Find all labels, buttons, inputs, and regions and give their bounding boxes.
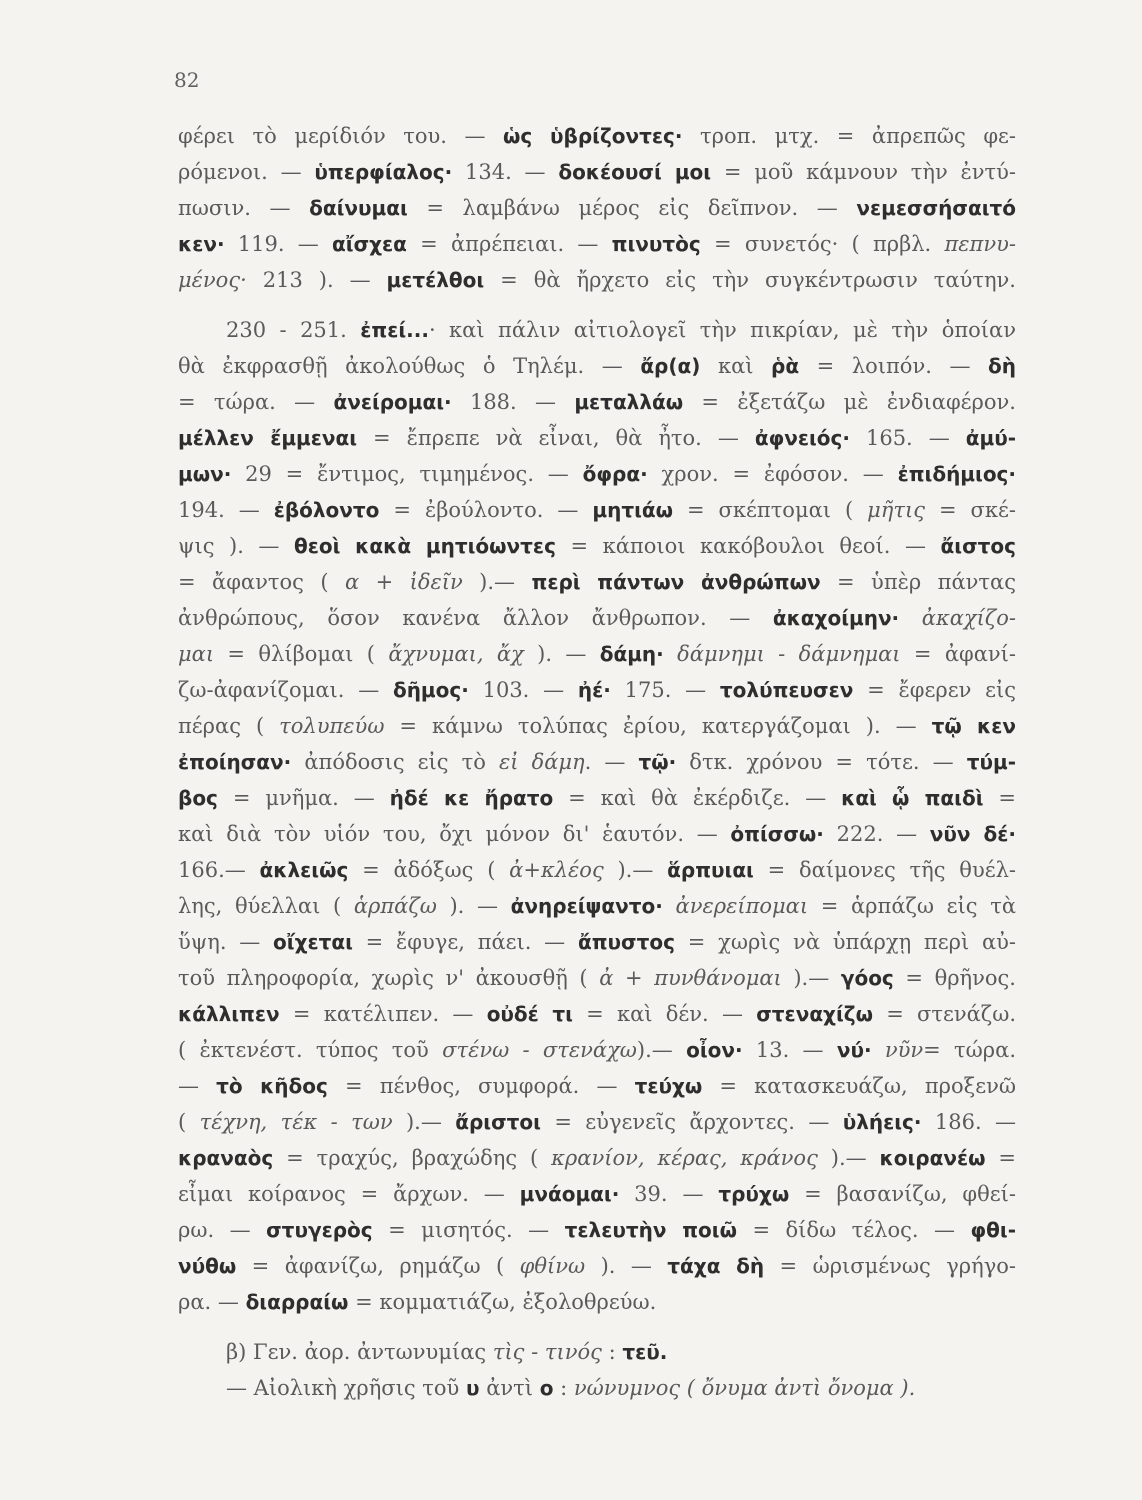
text-segment: = ὑπὲρ πάντας <box>820 570 1016 594</box>
italic-text: κρανίον, κέρας, κράνος <box>551 1146 818 1170</box>
text-segment: 134. — <box>452 160 559 184</box>
lemma-term: μητιάω <box>592 498 674 522</box>
lemma-term: ὡς ὑβρίζοντες· <box>502 124 683 148</box>
text-segment: 119. — <box>224 232 333 256</box>
text-line <box>178 708 1016 744</box>
text-line <box>178 1334 1016 1370</box>
text-line <box>178 780 1016 816</box>
text-line <box>178 1032 1016 1068</box>
text-segment: = ἀπρέπειαι. — <box>406 232 612 256</box>
lemma-term: αἴσχεα <box>332 232 407 256</box>
text-line <box>178 118 1016 154</box>
text-line <box>178 636 1016 672</box>
text-segment: 222. — <box>823 822 930 846</box>
text-segment: ( <box>178 1110 200 1134</box>
lemma-term: τολύπευσεν <box>719 678 854 702</box>
text-segment: ὕψη. — <box>178 930 274 954</box>
text-segment: = θλίβομαι ( <box>214 642 389 666</box>
text-segment: ( ἐκτενέστ. τύπος τοῦ <box>178 1038 443 1062</box>
text-segment: — Αἰολικὴ χρῆσις τοῦ <box>226 1376 467 1400</box>
text-segment: εἶμαι κοίρανος = ἄρχων. — <box>178 1182 520 1206</box>
text-segment: 213 ). — <box>246 268 387 292</box>
text-segment: = κατέλιπεν. — <box>279 1002 487 1026</box>
text-segment: ρόμενοι. — <box>178 160 315 184</box>
text-segment: 175. — <box>610 678 720 702</box>
text-segment: πωσιν. — <box>178 196 310 220</box>
lemma-term: στεναχίζω <box>756 1002 873 1026</box>
text-segment: = στενάζω. <box>872 1002 1016 1026</box>
text-segment: = λοιπόν. — <box>799 354 989 378</box>
text-segment: τοῦ πληροφορία, χωρὶς ν' ἀκουσθῇ ( <box>178 966 600 990</box>
italic-text: ἁρπάζω <box>353 894 437 918</box>
text-segment: : <box>601 1340 623 1364</box>
lemma-term: ἅρπυιαι <box>667 858 754 882</box>
lemma-term: ἐπεί... <box>360 318 429 342</box>
text-segment: = κάμνω τολύπας ἐρίου, κατεργάζομαι ). — <box>384 714 932 738</box>
text-segment: = ἔφερεν εἰς <box>853 678 1016 702</box>
text-segment: = κάποιοι κακόβουλοι θεοί. — <box>555 534 941 558</box>
text-segment: = ἁρπάζω εἰς τὰ <box>808 894 1016 918</box>
lemma-term: ἄπυστος <box>577 930 675 954</box>
italic-text: τολυπεύω <box>279 714 385 738</box>
italic-text: στένω - στενάχω <box>442 1038 637 1062</box>
lemma-term: ἄριστοι <box>455 1110 541 1134</box>
text-segment: 166.— <box>178 858 260 882</box>
lemma-term: νύθω <box>178 1254 237 1278</box>
lemma-term: φθι- <box>970 1218 1017 1242</box>
text-segment: = ἀδόξως ( <box>348 858 510 882</box>
text-segment: καὶ διὰ τὸν υἱόν του, ὄχι μόνον δι' ἑαυτόν. — <box>178 822 731 846</box>
text-segment: 230 - 251. <box>226 318 361 342</box>
text-segment: β) Γεν. ἀορ. ἀντωνυμίας <box>226 1340 493 1364</box>
lemma-term: μων· <box>178 462 232 486</box>
text-segment: = ἔπρεπε νὰ εἶναι, θὰ ἦτο. — <box>357 426 755 450</box>
lemma-term: ἐποίησαν· <box>178 750 292 774</box>
lemma-term: ἐπιδήμιος· <box>897 462 1017 486</box>
text-segment: = βασανίζω, φθεί- <box>789 1182 1016 1206</box>
lemma-term: ἀνείρομαι· <box>333 390 452 414</box>
text-segment: φέρει τὸ μερίδιόν του. — <box>178 124 503 148</box>
text-line <box>178 384 1016 420</box>
text-segment: = τώρα. <box>923 1038 1016 1062</box>
lemma-term: τελευτὴν ποιῶ <box>564 1218 737 1242</box>
text-line <box>178 492 1016 528</box>
italic-text: ἀνερείπομαι <box>662 894 809 918</box>
italic-text: εἰ δάμη <box>498 750 585 774</box>
text-segment: ).— <box>817 1146 880 1170</box>
text-segment: = ὡρισμένως γρήγο- <box>764 1254 1016 1278</box>
text-segment: = κατασκευάζω, προξενῶ <box>702 1074 1016 1098</box>
text-segment: = ἀφανίζω, ρημάζω ( <box>236 1254 520 1278</box>
text-segment: = καὶ θὰ ἐκέρδιζε. — <box>553 786 842 810</box>
text-segment: ).— <box>636 1038 687 1062</box>
text-segment: ). — <box>436 894 511 918</box>
lemma-term: νεμεσσήσαιτό <box>856 196 1017 220</box>
text-segment: ρω. — <box>178 1218 267 1242</box>
lemma-term: κοιρανέω <box>879 1146 986 1170</box>
text-line <box>178 1284 1016 1320</box>
text-line <box>178 600 1016 636</box>
text-line <box>178 1104 1016 1140</box>
lemma-term: ἐβόλοντο <box>273 498 380 522</box>
text-segment: λης, θύελλαι ( <box>178 894 354 918</box>
italic-text: α + ἰδεῖν <box>344 570 463 594</box>
lemma-term: τεύχω <box>634 1074 703 1098</box>
text-segment: = ἔφυγε, πάει. — <box>352 930 578 954</box>
text-line <box>178 312 1016 348</box>
lemma-term: δοκέουσί μοι <box>558 160 712 184</box>
text-line <box>178 456 1016 492</box>
text-segment: = καὶ δέν. — <box>572 1002 757 1026</box>
text-segment: = τώρα. — <box>178 390 334 414</box>
text-segment: ἀντὶ <box>479 1376 540 1400</box>
text-segment: = μνῆμα. — <box>217 786 390 810</box>
text-line <box>178 816 1016 852</box>
lemma-term: ἄιστος <box>940 534 1016 558</box>
italic-text: μαι <box>178 642 215 666</box>
text-segment: = <box>983 786 1017 810</box>
text-segment: = θρῆνος. <box>893 966 1016 990</box>
text-segment: = ἐβούλοντο. — <box>379 498 593 522</box>
lemma-term: ἀνηρείψαντο· <box>510 894 663 918</box>
text-segment: 165. — <box>849 426 966 450</box>
lemma-term: ἠέ· <box>577 678 611 702</box>
text-segment: = κομματιάζω, ἐξολοθρεύω. <box>348 1290 657 1314</box>
text-segment: 29 = ἔντιμος, τιμημένος. — <box>231 462 583 486</box>
text-line <box>178 852 1016 888</box>
lemma-term: τάχα δὴ <box>667 1254 765 1278</box>
italic-text: ἀ + πυνθάνομαι <box>599 966 782 990</box>
lemma-term: ἀκλειῶς <box>259 858 349 882</box>
lemma-term: τύμ- <box>966 750 1016 774</box>
lemma-term: οὐδέ τι <box>486 1002 573 1026</box>
text-segment: = ἐξετάζω μὲ ἐνδιαφέρον. <box>683 390 1016 414</box>
text-segment: — <box>178 1074 217 1098</box>
lemma-term: τρύχω <box>718 1182 790 1206</box>
text-line <box>178 262 1016 298</box>
italic-text: δάμνημι - δάμνημαι <box>663 642 901 666</box>
italic-text: πεπνυ- <box>944 232 1016 256</box>
lemma-term: πινυτὸς <box>611 232 701 256</box>
text-segment: 103. — <box>468 678 578 702</box>
text-segment: = σκέπτομαι ( <box>673 498 868 522</box>
paragraph-gap <box>178 1320 1016 1334</box>
text-segment: ).— <box>462 570 532 594</box>
italic-text: ἀκαχίζο- <box>899 606 1017 630</box>
text-segment: = μισητός. — <box>372 1218 565 1242</box>
text-segment: = ἀφανί- <box>900 642 1016 666</box>
text-segment: = χωρὶς νὰ ὑπάρχῃ περὶ αὐ- <box>674 930 1016 954</box>
lemma-term: γόος <box>840 966 894 990</box>
lemma-term: ὑπερφίαλος· <box>314 160 453 184</box>
lemma-term: δὴ <box>988 354 1016 378</box>
italic-text: νώνυμνος ( ὄνυμα ἀντὶ ὄνομα ). <box>573 1376 916 1400</box>
page-number: 82 <box>174 68 200 92</box>
text-line <box>178 744 1016 780</box>
text-line <box>178 226 1016 262</box>
text-segment: ).— <box>392 1110 456 1134</box>
italic-text: τέχνη, τέκ - των <box>199 1110 393 1134</box>
lemma-term: διαρραίω <box>245 1290 349 1314</box>
lemma-term: κάλλιπεν <box>178 1002 280 1026</box>
text-segment: θὰ ἐκφρασθῇ ἀκολούθως ὁ Τηλέμ. — <box>178 354 641 378</box>
lemma-term: δαίνυμαι <box>309 196 408 220</box>
italic-text: ἀ+κλέος <box>509 858 604 882</box>
lemma-term: ἀμύ- <box>965 426 1016 450</box>
lemma-term: μεταλλάω <box>574 390 684 414</box>
lemma-term: ἠδέ κε ἤρατο <box>389 786 554 810</box>
lemma-term: νύ· <box>836 1038 872 1062</box>
italic-text: ἄχνυμαι, ἄχ <box>388 642 524 666</box>
text-segment: ρα. — <box>178 1290 246 1314</box>
text-segment: . — <box>584 750 639 774</box>
text-segment: = ἄφαντος ( <box>178 570 345 594</box>
lemma-term: ῥὰ <box>771 354 800 378</box>
lemma-term: μνάομαι· <box>519 1182 620 1206</box>
paragraph-gap <box>178 298 1016 312</box>
lemma-term: τὸ κῆδος <box>216 1074 328 1098</box>
text-segment: ). — <box>585 1254 668 1278</box>
lemma-term: ὑλήεις· <box>842 1110 922 1134</box>
text-line <box>178 1212 1016 1248</box>
text-line <box>178 348 1016 384</box>
text-line <box>178 1176 1016 1212</box>
lemma-term: ὀπίσσω· <box>730 822 824 846</box>
lemma-term: δάμη· <box>599 642 664 666</box>
text-segment: = δίδω τέλος. — <box>736 1218 971 1242</box>
lemma-term: νῦν δέ· <box>929 822 1016 846</box>
text-line <box>178 672 1016 708</box>
text-segment: ἀνθρώπους, ὅσον κανένα ἄλλον ἄνθρωπον. — <box>178 606 773 630</box>
italic-text: μένος· <box>178 268 247 292</box>
text-segment: = εὐγενεῖς ἄρχοντες. — <box>540 1110 843 1134</box>
text-line <box>178 996 1016 1032</box>
text-segment: = τραχύς, βραχώδης ( <box>273 1146 552 1170</box>
lemma-term: τῷ κεν <box>931 714 1017 738</box>
text-segment: 39. — <box>619 1182 719 1206</box>
text-line <box>178 528 1016 564</box>
text-segment: πέρας ( <box>178 714 280 738</box>
text-segment: ).— <box>603 858 668 882</box>
lemma-term: κραναὸς <box>178 1146 274 1170</box>
lemma-term: μέλλεν ἔμμεναι <box>178 426 358 450</box>
text-segment: = σκέ- <box>925 498 1016 522</box>
lemma-term: οἴχεται <box>273 930 353 954</box>
text-line <box>178 420 1016 456</box>
italic-text: μῆτις <box>867 498 925 522</box>
text-line <box>178 924 1016 960</box>
lemma-term: κεν· <box>178 232 225 256</box>
text-segment: 188. — <box>451 390 575 414</box>
lemma-term: θεοὶ κακὰ μητιόωντες <box>293 534 556 558</box>
text-segment: 186. — <box>921 1110 1017 1134</box>
text-segment: = <box>985 1146 1016 1170</box>
lemma-term: ο <box>539 1376 554 1400</box>
lemma-term: δῆμος· <box>392 678 469 702</box>
text-segment: = θὰ ἤρχετο εἰς τὴν συγκέντρωσιν ταύτην. <box>484 268 1016 292</box>
text-segment: = λαμβάνω μέρος εἰς δεῖπνον. — <box>407 196 857 220</box>
lemma-term: καὶ ᾧ παιδὶ <box>841 786 984 810</box>
text-line <box>178 888 1016 924</box>
italic-text: νῦν <box>871 1038 924 1062</box>
text-segment: = πένθος, συμφορά. — <box>327 1074 635 1098</box>
text-line <box>178 1068 1016 1104</box>
lemma-term: βος <box>178 786 218 810</box>
lemma-term: ὄφρα· <box>582 462 648 486</box>
text-line <box>178 564 1016 600</box>
text-segment: · καὶ πάλιν αἰτιολογεῖ τὴν πικρίαν, μὲ τὴν ὁποίαν <box>428 318 1016 342</box>
text-segment: 13. — <box>742 1038 837 1062</box>
text-segment: ). — <box>523 642 600 666</box>
lemma-term: ἀκαχοίμην· <box>772 606 900 630</box>
lemma-term: τῷ· <box>638 750 677 774</box>
text-line <box>178 1370 1016 1406</box>
text-line <box>178 960 1016 996</box>
text-segment: ).— <box>781 966 841 990</box>
text-line <box>178 190 1016 226</box>
text-segment: χρον. = ἐφόσον. — <box>647 462 898 486</box>
lemma-term: ἄρ(α) <box>640 354 701 378</box>
lemma-term: περὶ πάντων ἀνθρώπων <box>531 570 821 594</box>
text-segment: τροπ. μτχ. = ἀπρεπῶς φε- <box>682 124 1017 148</box>
text-line <box>178 154 1016 190</box>
lemma-term: μετέλθοι <box>386 268 485 292</box>
lemma-term: ἀφνειός· <box>754 426 850 450</box>
lemma-term: υ <box>466 1376 480 1400</box>
text-segment: ψις ). — <box>178 534 294 558</box>
italic-text: τὶς - τινός <box>492 1340 602 1364</box>
text-segment: = μοῦ κάμνουν τὴν ἐντύ- <box>711 160 1017 184</box>
body-text <box>178 118 1016 1406</box>
text-segment: = δαίμονες τῆς θυέλ- <box>753 858 1016 882</box>
text-segment: 194. — <box>178 498 274 522</box>
lemma-term: στυγερὸς <box>266 1218 373 1242</box>
lemma-term: οἶον· <box>686 1038 743 1062</box>
text-line <box>178 1140 1016 1176</box>
lemma-term: τεῦ. <box>622 1340 668 1364</box>
text-line <box>178 1248 1016 1284</box>
text-segment: δτκ. χρόνου = τότε. — <box>676 750 967 774</box>
text-segment: = συνετός· ( πρβλ. <box>700 232 945 256</box>
text-segment: ἀπόδοσις εἰς τὸ <box>291 750 499 774</box>
italic-text: φθίνω <box>519 1254 586 1278</box>
text-segment: καὶ <box>700 354 772 378</box>
text-segment: : <box>553 1376 574 1400</box>
text-segment: ζω-ἀφανίζομαι. — <box>178 678 393 702</box>
